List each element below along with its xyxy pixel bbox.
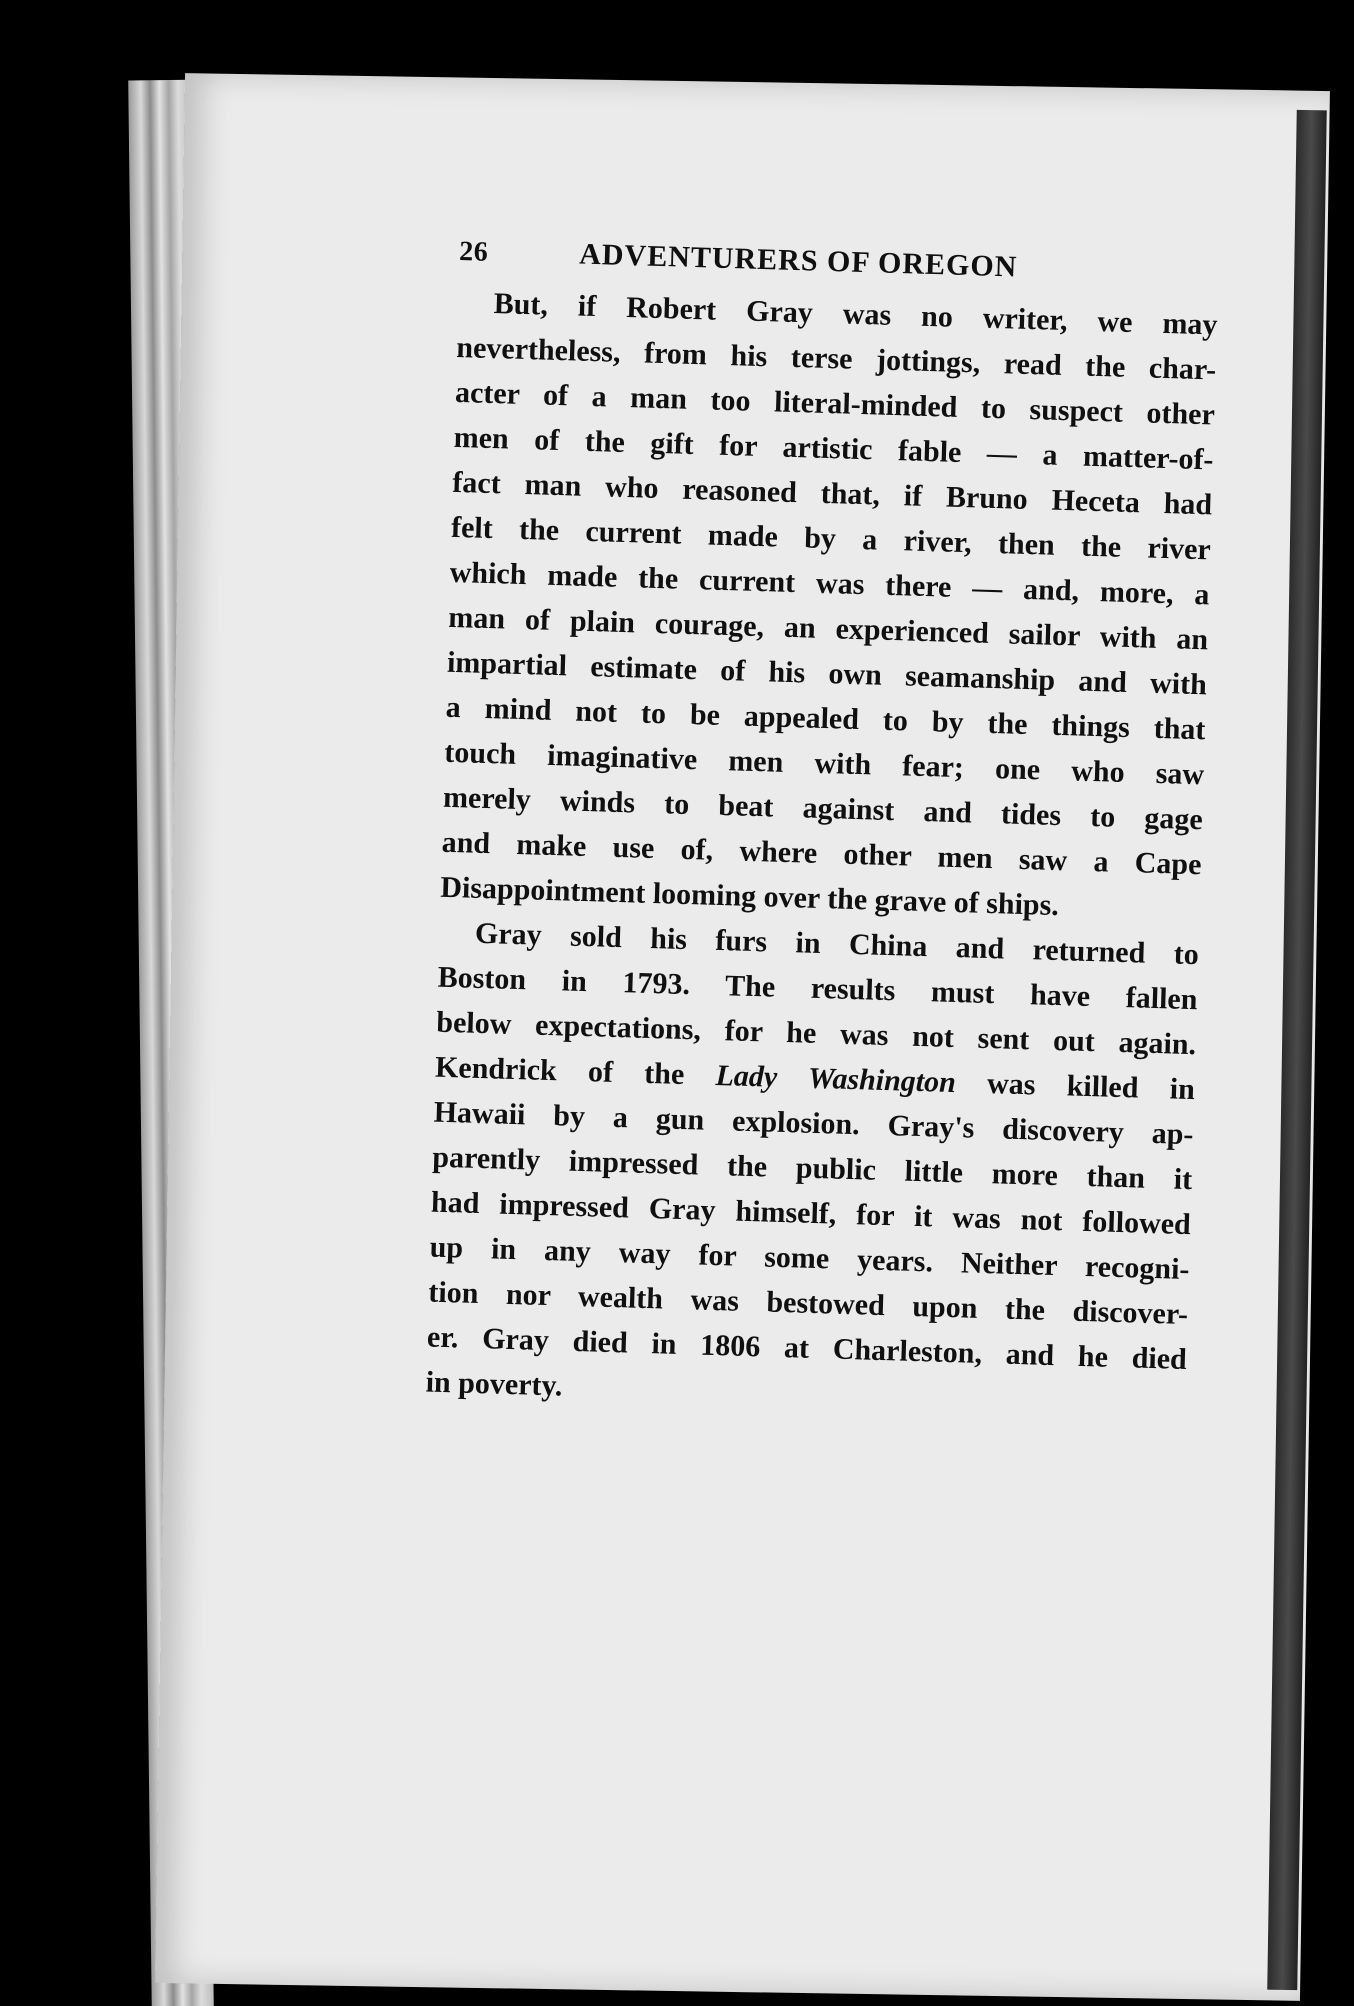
text-line: tion nor wealth was bestowed upon the discover- xyxy=(427,1275,1189,1332)
page-text xyxy=(425,228,1220,1427)
text-line: which made the current was there — and, more, a xyxy=(449,555,1210,612)
text-line: parently impressed the public little more than it xyxy=(431,1140,1193,1197)
text-line: nevertheless, from his terse jottings, read the char- xyxy=(455,330,1217,387)
text-line: fact man who reasoned that, if Bruno Heceta had xyxy=(451,465,1213,522)
text-line: But, if Robert Gray was no writer, we may xyxy=(493,287,1218,342)
text-line: a mind not to be appealed to by the things that xyxy=(445,690,1206,747)
text-line: and make use of, where other men saw a Cape xyxy=(441,825,1202,882)
paragraph-2 xyxy=(425,910,1199,1427)
text-line: Disappointment looming over the grave of ships. xyxy=(439,870,1060,923)
running-title: ADVENTURERS OF OREGON xyxy=(578,237,1018,284)
text-line: men of the gift for artistic fable — a matter-of- xyxy=(453,420,1214,477)
text-line: had impressed Gray himself, for it was not followed xyxy=(430,1185,1192,1242)
page-number: 26 xyxy=(458,235,489,268)
text-line: impartial estimate of his own seamanship and with xyxy=(446,645,1208,702)
text-line: felt the current made by a river, then the river xyxy=(450,510,1212,567)
text-line: up in any way for some years. Neither recogni- xyxy=(429,1230,1190,1287)
text-line: below expectations, for he was not sent out again. xyxy=(435,1005,1197,1062)
text-segment: Kendrick of the xyxy=(434,1050,685,1092)
text-line: Hawaii by a gun explosion. Gray's discovery ap- xyxy=(433,1095,1194,1152)
text-line: er. Gray died in 1806 at Charleston, and he died xyxy=(426,1320,1188,1377)
text-line: man of plain courage, an experienced sailor with an xyxy=(447,600,1209,657)
text-line: in poverty. xyxy=(425,1365,563,1403)
paragraph-1 xyxy=(440,280,1218,932)
text-line: merely winds to beat against and tides to gage xyxy=(442,780,1204,837)
text-line: acter of a man too literal-minded to suspect other xyxy=(454,375,1216,432)
text-line: Boston in 1793. The results must have fallen xyxy=(437,960,1198,1017)
ship-name: Lady Washington xyxy=(715,1058,957,1100)
text-line: touch imaginative men with fear; one who saw xyxy=(443,735,1205,792)
text-line: Gray sold his furs in China and returned to xyxy=(474,916,1200,972)
text-segment: was killed in xyxy=(986,1067,1196,1107)
